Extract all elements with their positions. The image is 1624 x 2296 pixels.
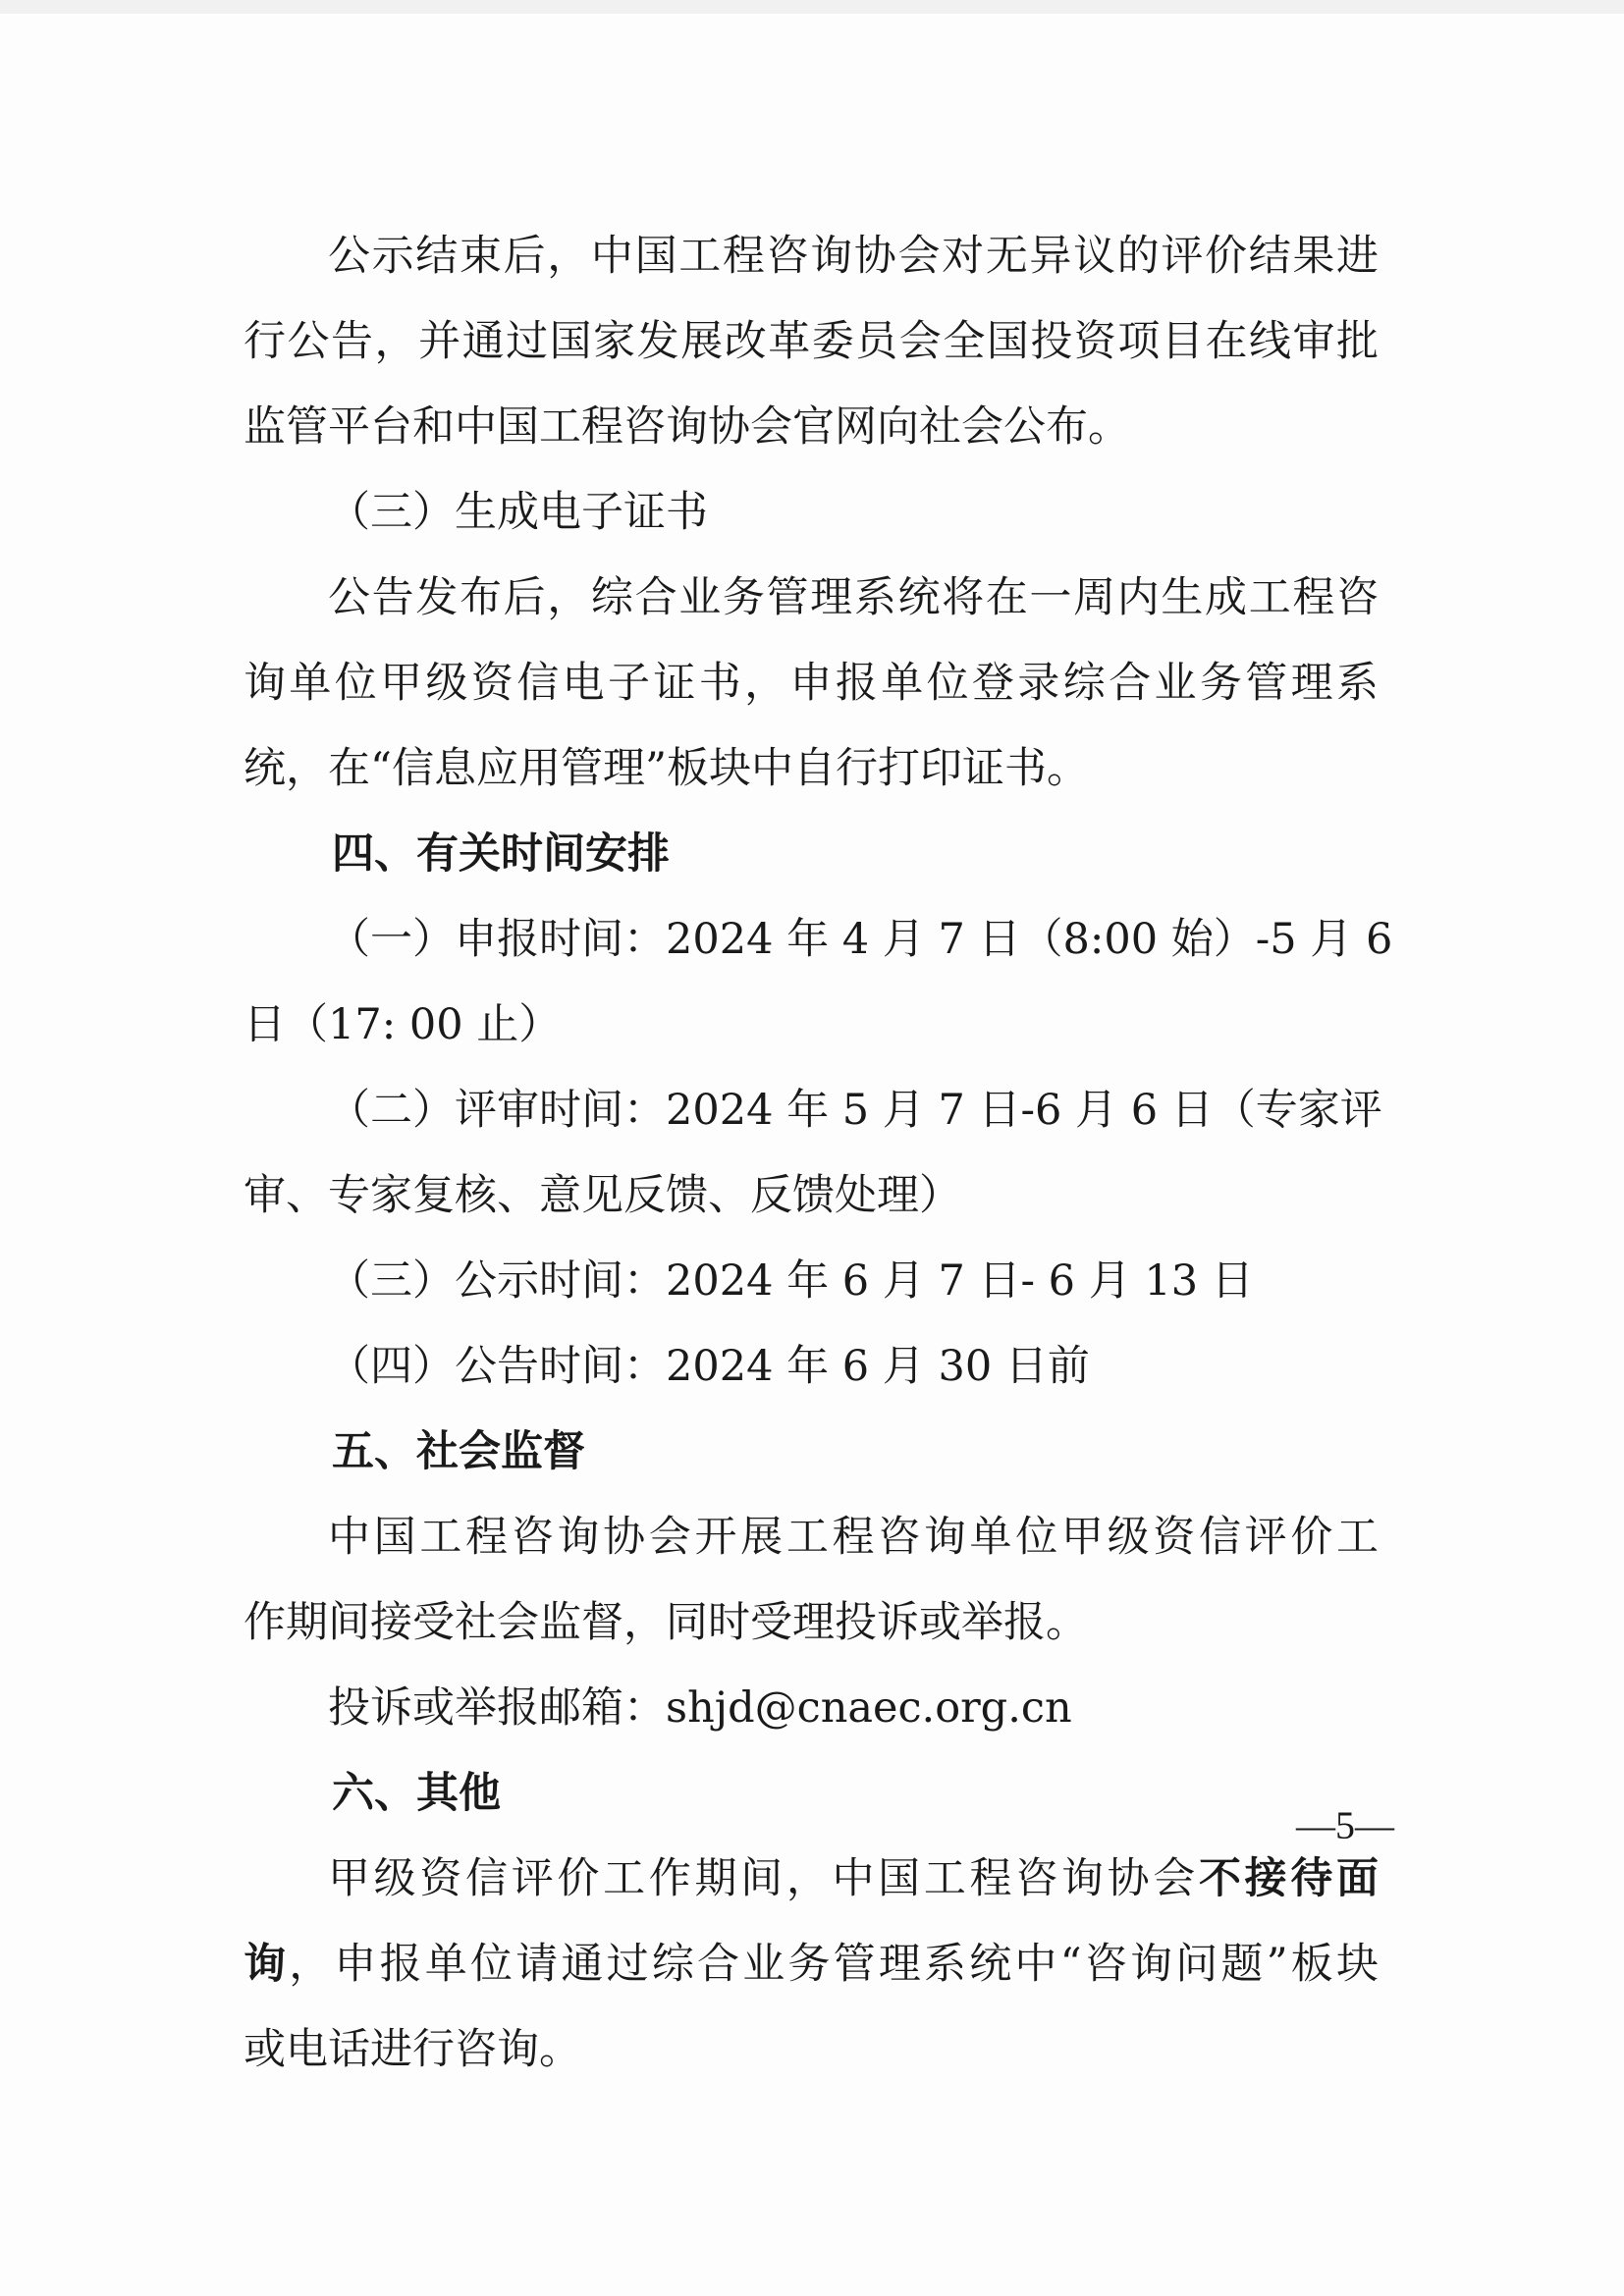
document-body [244, 214, 1393, 2093]
schedule-line: 日（17: 00 止） [244, 1000, 562, 1049]
text-run: ，申报单位请通过综合业务管理系统中“咨询问题”板块 [289, 1940, 1379, 1989]
scan-edge [0, 0, 1624, 14]
text-run: 甲级资信评价工作期间，中国工程咨询协会 [328, 1854, 1199, 1903]
schedule-line: 审、专家复核、意见反馈、反馈处理） [244, 1171, 961, 1220]
paragraph-line: 行公告，并通过国家发展改革委员会全国投资项目在线审批 [244, 317, 1379, 366]
emphasis-text: 不接待面 [1198, 1854, 1380, 1903]
email-line: 投诉或举报邮箱：shjd@cnaec.org.cn [328, 1683, 1072, 1733]
paragraph-line: 中国工程咨询协会开展工程咨询单位甲级资信评价工 [328, 1513, 1379, 1562]
page-number: —5— [1296, 1803, 1394, 1847]
paragraph-line: 监管平台和中国工程咨询协会官网向社会公布。 [244, 402, 1130, 452]
schedule-line: （一）申报时间：2024 年 4 月 7 日（8:00 始）-5 月 6 [328, 915, 1393, 964]
schedule-line: （三）公示时间：2024 年 6 月 7 日- 6 月 13 日 [328, 1256, 1254, 1306]
paragraph-line: 作期间接受社会监督，同时受理投诉或举报。 [244, 1598, 1088, 1647]
section-heading: 六、其他 [332, 1769, 501, 1818]
paragraph-line: 询单位甲级资信电子证书，申报单位登录综合业务管理系 [244, 659, 1379, 708]
section-heading: 四、有关时间安排 [332, 829, 670, 879]
paragraph-line [244, 1922, 1379, 2007]
paragraph-line: 统，在“信息应用管理”板块中自行打印证书。 [244, 744, 1089, 793]
schedule-line: （四）公告时间：2024 年 6 月 30 日前 [328, 1342, 1090, 1391]
paragraph-line: 公告发布后，综合业务管理系统将在一周内生成工程咨 [328, 573, 1379, 622]
section-heading: 五、社会监督 [332, 1427, 585, 1476]
paragraph-line: 公示结束后，中国工程咨询协会对无异议的评价结果进 [328, 232, 1379, 281]
subheading: （三）生成电子证书 [328, 488, 708, 537]
paragraph-line: 或电话进行咨询。 [244, 2025, 581, 2074]
emphasis-text: 询 [244, 1940, 290, 1989]
paragraph-line [244, 1837, 1379, 1922]
schedule-line: （二）评审时间：2024 年 5 月 7 日-6 月 6 日（专家评 [328, 1086, 1382, 1135]
